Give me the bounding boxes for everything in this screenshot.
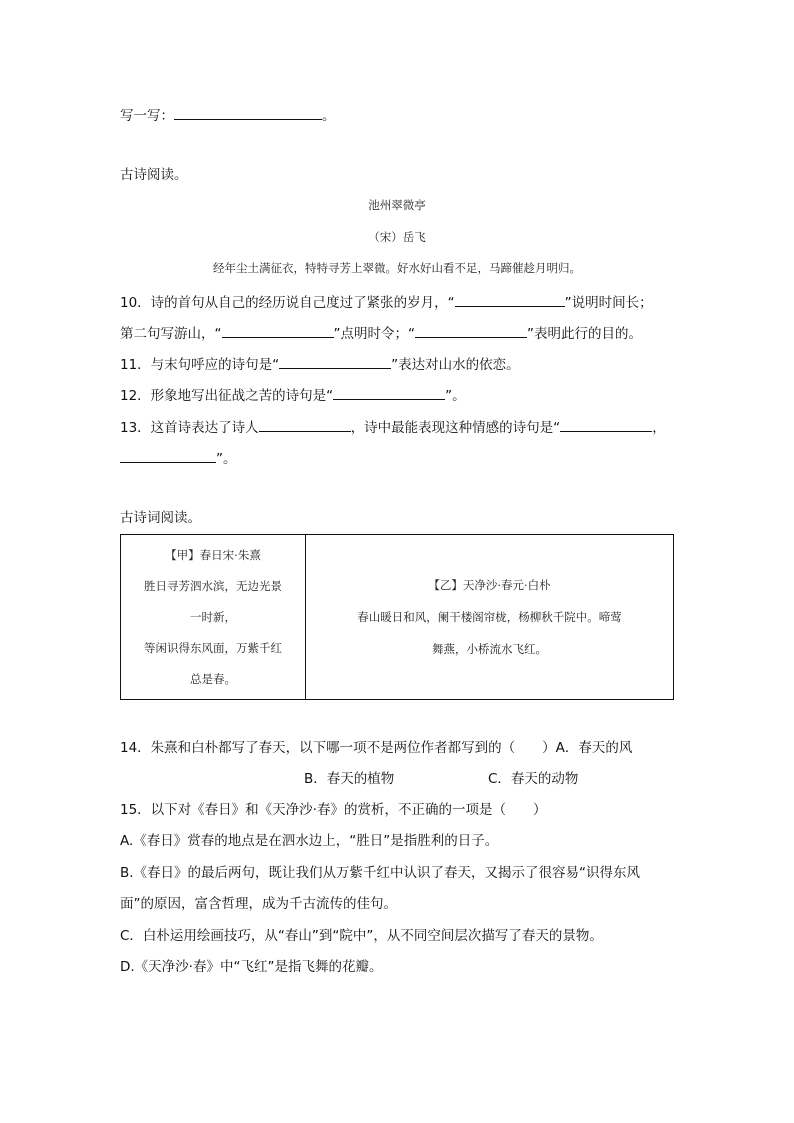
q15-option-b-line1[interactable]: B.《春日》的最后两句，既让我们从万紫千红中认识了春天，又揭示了很容易“识得东风 (120, 865, 641, 881)
write-prompt-end: 。 (322, 108, 336, 124)
q15-option-a[interactable]: A.《春日》赏春的地点是在泗水边上，“胜日”是指胜利的日子。 (120, 833, 499, 849)
q12-blank[interactable] (333, 384, 445, 400)
q10-text-5: ”表明此行的目的。 (527, 326, 642, 342)
q14-option-b[interactable]: B．春天的植物 (304, 771, 395, 787)
poem-a-line: 等闲识得东风面，万紫千红 (144, 640, 282, 655)
q12-text-2: ”。 (445, 388, 466, 404)
q13-text-4: ”。 (216, 451, 237, 467)
poem-b-title: 【乙】天净沙·春元·白朴 (428, 578, 551, 592)
q10-text-3: 第二句写游山，“ (120, 326, 222, 342)
poem-a-line: 总是春。 (190, 671, 236, 686)
poem-b-line: 春山暖日和风，阑干楼阁帘栊，杨柳秋千院中。啼莺 (357, 610, 622, 624)
poem-a-line: 胜日寻芳泗水滨，无边光景 (144, 578, 282, 593)
q10-blank-2[interactable] (222, 322, 334, 338)
q15-option-b-line2[interactable]: 面”的原因，富含哲理，成为千古流传的佳句。 (120, 896, 397, 912)
q14-option-c[interactable]: C．春天的动物 (488, 771, 579, 787)
q13-blank-1[interactable] (259, 416, 351, 432)
write-prompt-label: 写一写： (120, 108, 174, 124)
poem-a-cell (121, 535, 306, 700)
q10-blank-3[interactable] (415, 322, 527, 338)
section1-heading: 古诗阅读。 (120, 167, 188, 183)
q12-text-1: 12．形象地写出征战之苦的诗句是“ (120, 388, 334, 404)
poem-a-line: 一时新， (190, 609, 236, 624)
poem-a-title: 【甲】春日宋·朱熹 (165, 547, 261, 562)
question-10-line1 (120, 291, 653, 313)
section2-heading: 古诗词阅读。 (120, 510, 201, 526)
q13-blank-2[interactable] (560, 416, 652, 432)
q11-blank[interactable] (279, 353, 391, 369)
poem-author: （宋）岳飞 (368, 230, 426, 244)
q10-text-2: ”说明时间长； (564, 295, 653, 311)
poem-body: 经年尘土满征衣，特特寻芳上翠微。好水好山看不足，马蹄催趁月明归。 (213, 261, 581, 275)
question-14-stem: 14．朱熹和白朴都写了春天，以下哪一项不是两位作者都写到的（ ）A．春天的风 (120, 740, 633, 756)
write-prompt (120, 104, 336, 126)
question-13-line2 (120, 447, 237, 469)
q13-text-3: ， (652, 420, 666, 436)
poem-b-cell (306, 535, 674, 700)
q10-blank-1[interactable] (455, 291, 565, 307)
q15-option-d[interactable]: D.《天净沙·春》中“飞红”是指飞舞的花瓣。 (120, 959, 383, 975)
question-15-stem: 15．以下对《春日》和《天净沙·春》的赏析，不正确的一项是（ ） (120, 802, 547, 818)
q13-text-1: 13．这首诗表达了诗人 (120, 420, 259, 436)
question-10-line2 (120, 322, 642, 344)
poem-title: 池州翠微亭 (368, 198, 426, 212)
question-12 (120, 384, 466, 406)
q15-option-c[interactable]: C．白朴运用绘画技巧，从“春山”到“院中”，从不同空间层次描写了春天的景物。 (120, 928, 603, 944)
q11-text-1: 11．与末句呼应的诗句是“ (120, 357, 280, 373)
q13-text-2: ，诗中最能表现这种情感的诗句是“ (350, 420, 561, 436)
q10-text-4: ”点明时令；“ (333, 326, 415, 342)
question-11 (120, 353, 520, 375)
poem-comparison-table (120, 534, 674, 700)
q10-text-1: 10．诗的首句从自己的经历说自己度过了紧张的岁月，“ (120, 295, 455, 311)
poem-b-line: 舞燕，小桥流水飞红。 (432, 642, 547, 656)
q11-text-2: ”表达对山水的依恋。 (391, 357, 520, 373)
q13-blank-3[interactable] (120, 447, 216, 463)
write-answer-blank[interactable] (174, 104, 322, 120)
question-13-line1 (120, 416, 666, 438)
